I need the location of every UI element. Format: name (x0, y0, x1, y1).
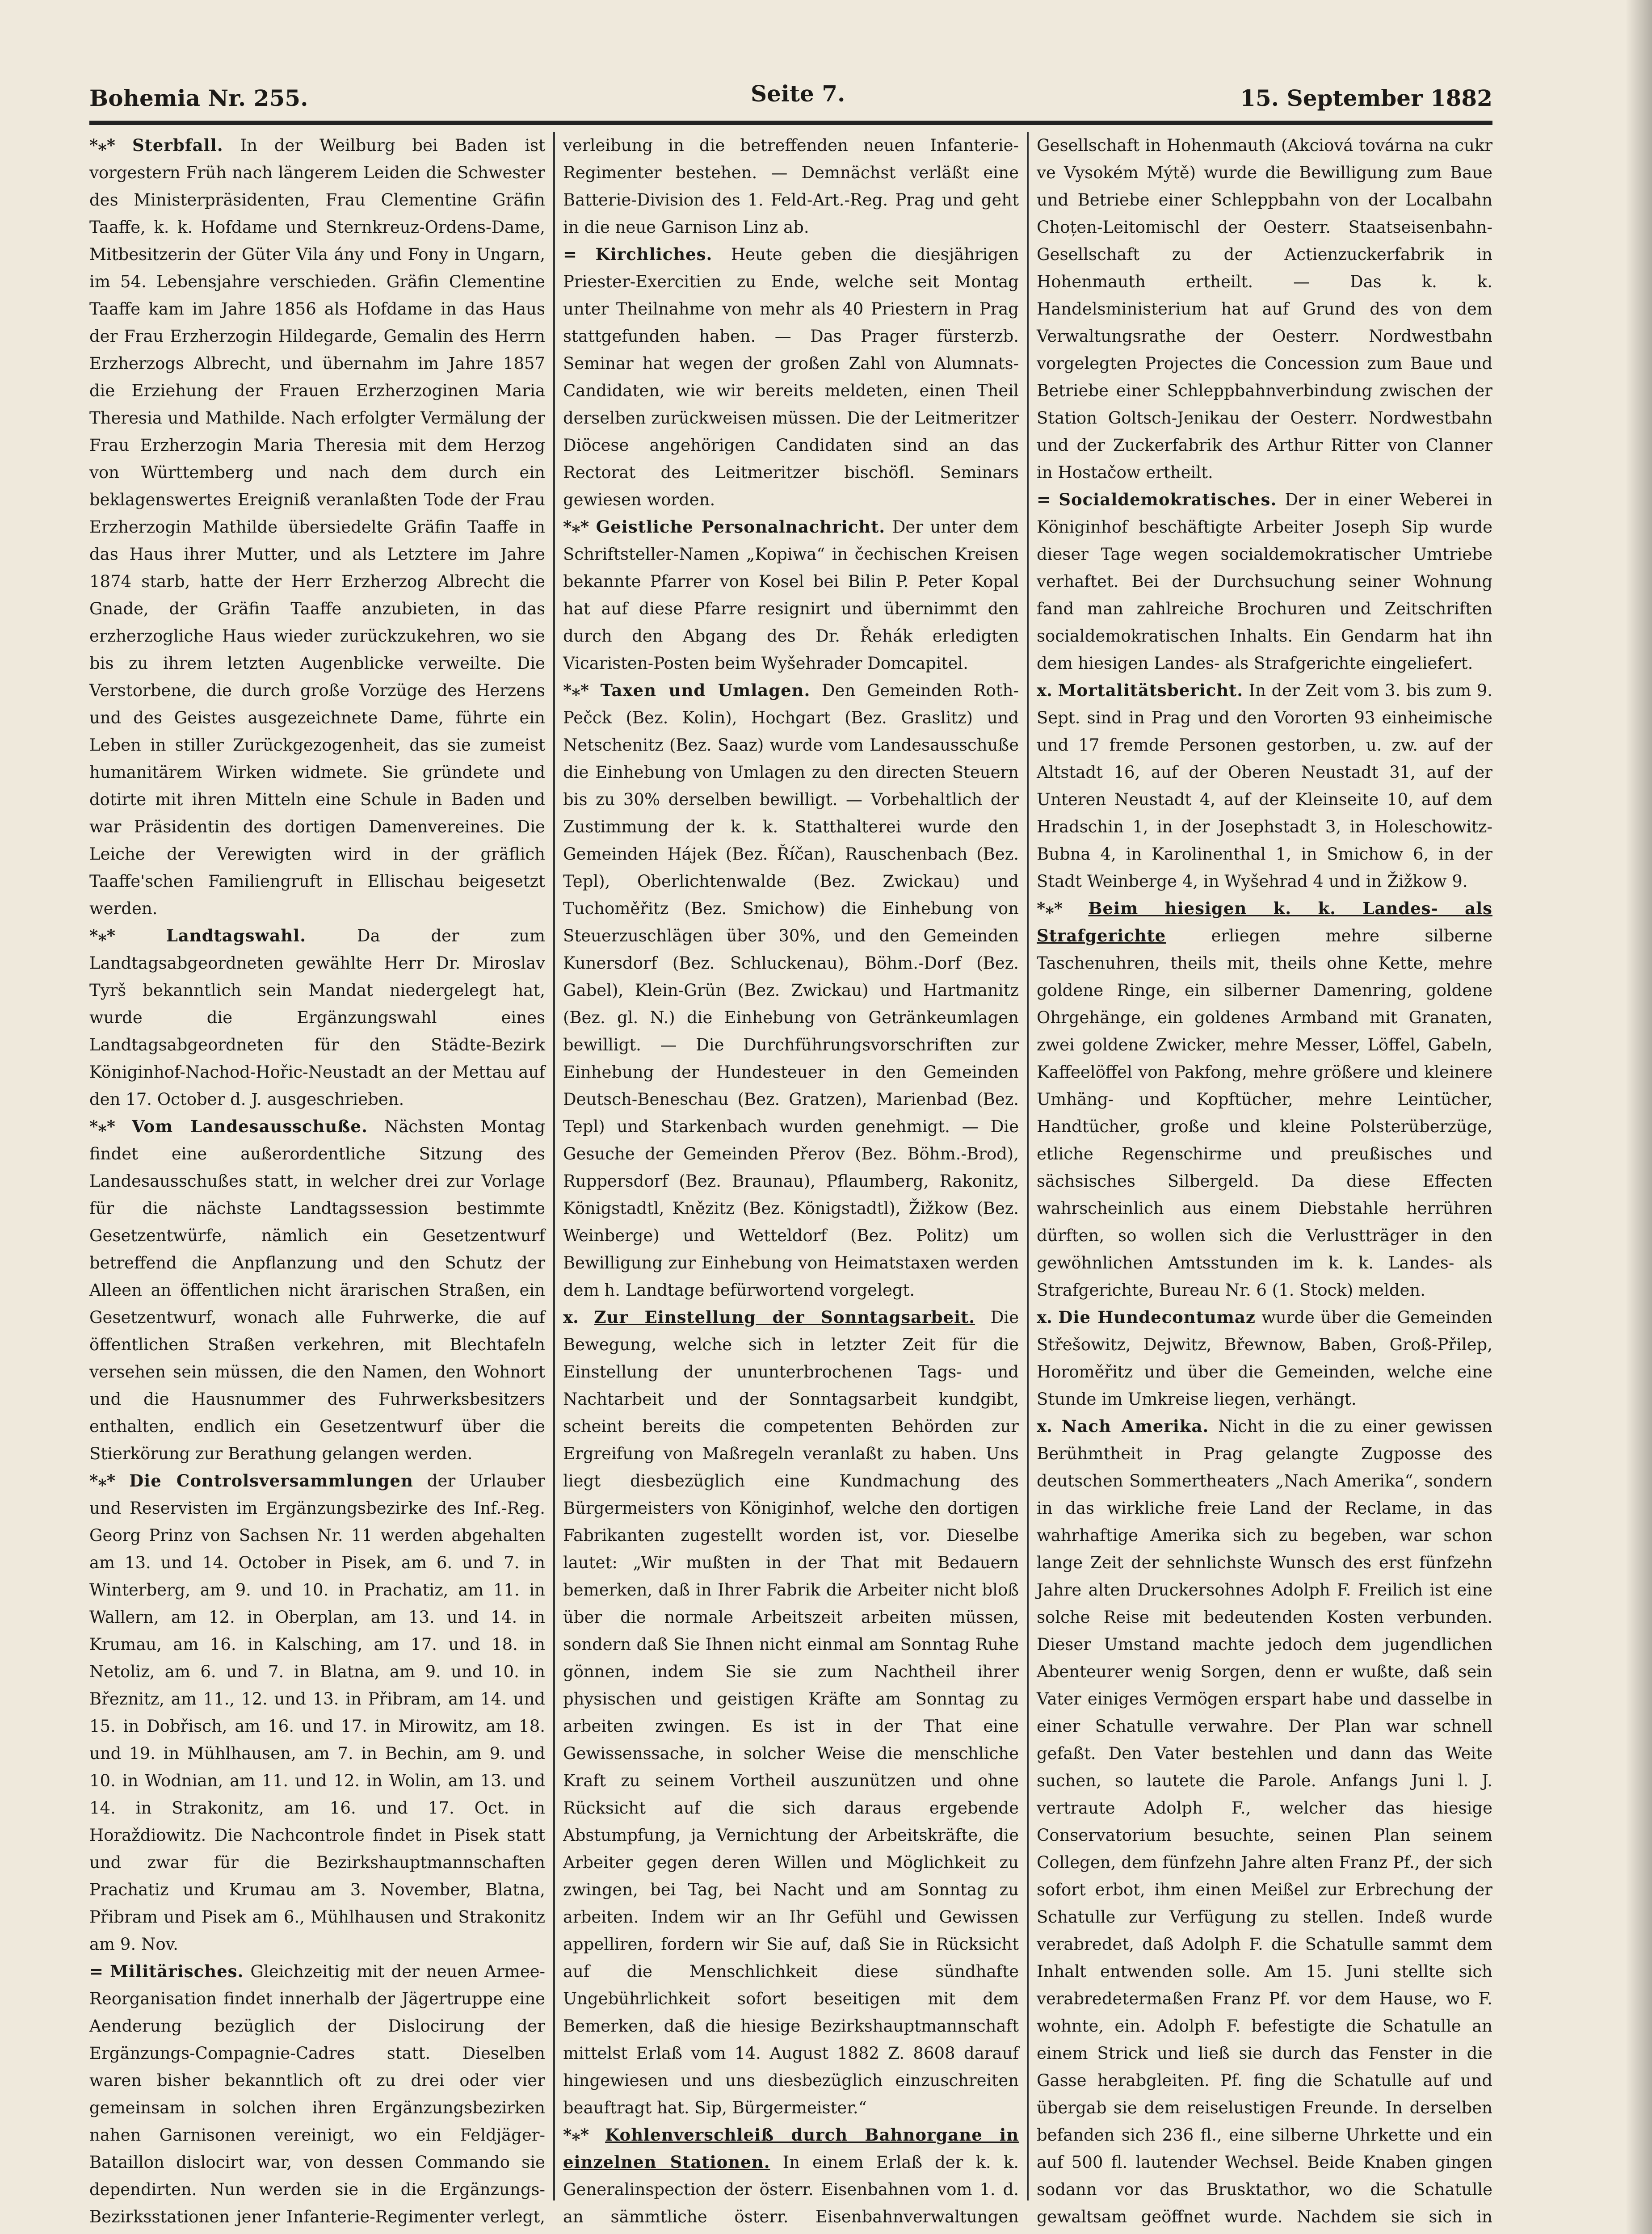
item-body: Gleichzeitig mit der neuen Armee-Reorganisation findet innerhalb der Jägertruppe eine Aenderung bezüglich der Dislocirung der Ergänzungs-Compagnie-Cadres statt. Dieselben waren bisher bekanntlich oft zu drei oder vier gemeinsam in solchen ihren Ergänzungsbezirken nahen Garnisonen vereinigt, wo ein Feldjäger-Bataillon dislocirt war, von dessen Commando sie dependirten. Nun werden sie in die Ergänzungs-Bezirksstationen jener Infanterie-Regimenter verlegt, (89, 1962, 546, 2226)
item-headline: Die Controlsversammlungen (129, 1471, 413, 1491)
item-marker: *⁎* (89, 1117, 116, 1136)
scan-edge-shadow (1625, 0, 1652, 2234)
item-marker: x. (563, 1307, 579, 1327)
news-item (563, 2121, 1019, 2234)
item-headline: Mortalitätsbericht. (1058, 680, 1244, 700)
item-headline: Die Hundecontumaz (1058, 1307, 1256, 1327)
item-headline: Nach Amerika. (1061, 1416, 1209, 1436)
item-headline: Kohlenverschleiß durch Bahnorgane in einzelnen Stationen. (563, 2125, 1019, 2172)
item-marker: *⁎* (1037, 899, 1063, 918)
news-item (1037, 132, 1492, 486)
column-divider (1027, 132, 1029, 2200)
news-item (1037, 677, 1492, 895)
news-item (89, 132, 545, 922)
item-body: Der in einer Weberei in Königinhof beschäftigte Arbeiter Joseph Sip wurde dieser Tage wegen socialdemokratischer Umtriebe verhaftet. Bei der Durchsuchung seiner Wohnung fand man zahlreiche Brochuren und Zeitschriften socialdemokratischen Inhalts. Ein Gendarm hat ihn dem hiesigen Landes- als Strafgerichte eingeliefert. (1037, 490, 1493, 673)
item-marker: *⁎* (89, 1471, 116, 1491)
news-item (563, 241, 1019, 513)
item-headline: Kirchliches. (595, 244, 713, 264)
item-headline: Socialdemokratisches. (1059, 490, 1277, 509)
item-marker: *⁎* (89, 135, 116, 155)
header-rule (89, 121, 1492, 125)
item-headline: Militärisches. (110, 1961, 244, 1981)
item-marker: *⁎* (563, 517, 589, 537)
item-marker: *⁎* (89, 926, 116, 945)
item-marker: x. (1037, 680, 1052, 700)
item-body: wurde über die Gemeinden Střešowitz, Dejwitz, Břewnow, Baben, Groß-Přilep, Horoměřitz und über die Gemeinden, welche eine Stunde im Umkreise liegen, verhängt. (1037, 1308, 1492, 1409)
news-item (1037, 1413, 1492, 2234)
item-marker: *⁎* (563, 2125, 589, 2145)
item-headline: Zur Einstellung der Sonntagsarbeit. (594, 1307, 975, 1327)
news-item (89, 1958, 545, 2234)
news-item (563, 132, 1019, 241)
item-body: der Urlauber und Reservisten im Ergänzungsbezirke des Inf.-Reg. Georg Prinz von Sachsen Nr. 11 werden abgehalten am 13. und 14. October in Pisek, am 6. und 7. in Winterberg, am 9. und 10. in Prachatiz, am 11. in Wallern, am 12. in Oberplan, am 13. und 14. in Krumau, am 16. in Kalsching, am 17. und 18. in Netoliz, am 6. und 7. in Blatna, am 9. und 10. in Březnitz, am 11., 12. und 13. in Přibram, am 14. und 15. in Dobřisch, am 16. und 17. in Mirowitz, am 18. und 19. in Mühlhausen, am 7. in Bechin, am 9. und 10. in Wodnian, am 11. und 12. in Wolin, am 13. und 14. in Strakonitz, am 16. und 17. Oct. in Horaždiowitz. Die Nachcontrole findet in Pisek statt und zwar für die Bezirkshauptmannschaften Prachatiz und Krumau am 3. November, Blatna, Přibram und Pisek am 6., Mühlhausen und Strakonitz am 9. Nov. (89, 1471, 545, 1954)
item-body: Den Gemeinden Roth-Pečck (Bez. Kolin), Hochgart (Bez. Graslitz) und Netschenitz (Bez. Saaz) wurde vom Landesausschuße die Einhebung von Umlagen zu den directen Steuern bis zu 30% derselben bewilligt. — Vorbehaltlich der Zustimmung der k. k. Statthalterei wurde den Gemeinden Hájek (Bez. Říčan), Rauschenbach (Bez. Tepl), Oberlichtenwalde (Bez. Zwickau) und Tuchoměřitz (Bez. Smichow) die Einhebung von Steuerzuschlägen über 30%, und den Gemeinden Kunersdorf (Bez. Schluckenau), Böhm.-Dorf (Bez. Gabel), Klein-Grün (Bez. Zwickau) und Hartmanitz (Bez. gl. N.) die Einhebung von Getränkeumlagen bewilligt. — Die Durchführungsvorschriften zur Einhebung der Hundesteuer in den Gemeinden Deutsch-Beneschau (Bez. Gratzen), Marienbad (Bez. Tepl) und Starkenbach wurden genehmigt. — Die Gesuche der Gemeinden Přerov (Bez. Böhm.-Brod), Ruppersdorf (Bez. Braunau), Pflaumberg, Rakonitz, Königstadtl, Knězitz (Bez. Königstadtl), Žižkow (Bez. Weinberge) und Wetteldorf (Bez. Politz) um Bewilligung zur Einhebung von Heimatstaxen werden dem h. Landtage befürwortend vorgelegt. (563, 681, 1019, 1300)
item-body: Nächsten Montag findet eine außerordentliche Sitzung des Landesausschußes statt, in welcher drei zur Vorlage für die nächste Landtagssession bestimmte Gesetzentwürfe, nämlich ein Gesetzentwurf betreffend die Anpflanzung und den Schutz der Alleen an öffentlichen nicht ärarischen Straßen, ein Gesetzentwurf, wonach alle Fuhrwerke, die auf öffentlichen Straßen verkehren, mit Blechtafeln versehen sein müssen, die den Namen, den Wohnort und die Hausnummer des Fuhrwerksbesitzers enthalten, endlich ein Gesetzentwurf über die Stierkörung zur Berathung gelangen werden. (89, 1117, 546, 1463)
page-number: Seite 7. (751, 80, 845, 107)
item-marker: x. (1037, 1416, 1052, 1436)
column-divider (553, 132, 555, 2200)
masthead-issue: Bohemia Nr. 255. (89, 85, 308, 111)
item-body: Der unter dem Schriftsteller-Namen „Kopiwa“ in čechischen Kreisen bekannte Pfarrer von Kosel bei Bilin P. Peter Kopal hat auf diese Pfarre resignirt und übernimmt den durch den Abgang des Dr. Řehák erledigten Vicaristen-Posten beim Wyšehrader Domcapitel. (563, 517, 1019, 673)
item-body: Heute geben die diesjährigen Priester-Exercitien zu Ende, welche seit Montag unter Theilnahme von mehr als 40 Priestern in Prag stattgefunden haben. — Das Prager fürsterzb. Seminar hat wegen der großen Zahl von Alumnats-Candidaten, wie wir bereits meldeten, einen Theil derselben zurückweisen müssen. Die der Leitmeritzer Diöcese angehörigen Candidaten sind an das Rectorat des Leitmeritzer bischöfl. Seminars gewiesen worden. (563, 245, 1019, 509)
item-body: In einem Erlaß der k. k. Generalinspection der österr. Eisenbahnen vom 1. d. an sämmtliche österr. Eisenbahnverwaltungen (563, 2153, 1019, 2226)
item-body: Nicht in die zu einer gewissen Berühmtheit in Prag gelangte Zugposse des deutschen Sommertheaters „Nach Amerika“, sondern in das wirkliche freie Land der Reclame, in das wahrhaftige Amerika sich zu begeben, war schon lange Zeit der sehnlichste Wunsch des erst fünfzehn Jahre alten Druckersohnes Adolph F. Freilich ist eine solche Reise mit bedeutenden Kosten verbunden. Dieser Umstand machte jedoch dem jugendlichen Abenteurer wenig Sorgen, denn er wußte, daß sein Vater einiges Vermögen erspart habe und dasselbe in einer Schatulle verwahre. Der Plan war schnell gefaßt. Den Vater bestehlen und dann das Weite suchen, so lautete die Parole. Anfangs Juni l. J. vertraute Adolph F., welcher das hiesige Conservatorium besuchte, seinen Plan seinem Collegen, dem fünfzehn Jahre alten Franz Pf., der sich sofort erbot, ihm einen Meißel zur Erbrechung der Schatulle zur Verfügung zu stellen. Indeß wurde verabredet, daß Adolph F. die Schatulle sammt dem Inhalt entwenden solle. Am 15. Juni stellte sich verabredetermaßen Franz Pf. vor dem Hause, wo F. wohnte, ein. Adolph F. befestigte die Schatulle an einem Strick und ließ sie durch das Fenster in die Gasse herabgleiten. Pf. fing die Schatulle auf und übergab sie dem reiselustigen Freunde. In derselben befanden sich 236 fl., eine silberne Uhrkette und ein auf 500 fl. lautender Wechsel. Beide Knaben gingen sodann vor das Brusktathor, wo die Schatulle gewaltsam geöffnet wurde. Nachdem sie sich in (1037, 1417, 1493, 2226)
news-item (1037, 486, 1492, 677)
item-headline: Taxen und Umlagen. (600, 680, 811, 700)
news-item (89, 1467, 545, 1958)
item-body: In der Zeit vom 3. bis zum 9. Sept. sind in Prag und den Vororten 93 einheimische und 17 fremde Personen gestorben, u. zw. auf der Altstadt 16, auf der Oberen Neustadt 31, auf der Unteren Neustadt 4, auf der Kleinseite 10, auf dem Hradschin 1, in der Josephstadt 3, in Holeschowitz-Bubna 4, in Karolinenthal 1, in Smichow 6, in der Stadt Weinberge 4, in Wyšehrad 4 und in Žižkow 9. (1037, 681, 1492, 891)
news-item (563, 677, 1019, 1304)
column-3 (1037, 132, 1493, 2226)
item-body: Die Bewegung, welche sich in letzter Zeit für die Einstellung der ununterbrochenen Tags- und Nachtarbeit und der Sonntagsarbeit kundgibt, scheint bereits die competenten Behörden zur Ergreifung von Maßregeln veranlaßt zu haben. Uns liegt diesbezüglich eine Kundmachung des Bürgermeisters von Königinhof, welche den dortigen Fabrikanten zugestellt worden ist, vor. Dieselbe lautet: „Wir mußten in der That mit Bedauern bemerken, daß in Ihrer Fabrik die Arbeiter nicht bloß über die normale Arbeitszeit arbeiten müssen, sondern daß Sie Ihnen nicht einmal am Sonntag Ruhe gönnen, indem Sie sie zum Nachtheil ihrer physischen und geistigen Kräfte am Sonntag zu arbeiten zwingen. Es ist in der That eine Gewissenssache, in solcher Weise die menschliche Kraft zu seinem Vortheil auszunützen und ohne Rücksicht auf die sich daraus ergebende Abstumpfung, ja Vernichtung der Arbeitskräfte, die Arbeiter gegen deren Willen und Möglichkeit zu zwingen, bei Tag, bei Nacht und am Sonntag zu arbeiten. Indem wir an Ihr Gefühl und Gewissen appelliren, fordern wir Sie auf, daß Sie in Rücksicht auf die Menschlichkeit diese sündhafte Ungebührlichkeit sofort beseitigen mit dem Bemerken, daß die hiesige Bezirkshauptmannschaft mittelst Erlaß vom 14. August 1882 Z. 8608 darauf hingewiesen und uns diesbezüglich einzuschreiten beauftragt hat. Sip, Bürgermeister.“ (563, 1308, 1019, 2117)
column-2 (563, 132, 1019, 2226)
column-1 (89, 132, 546, 2226)
page-header (89, 67, 1492, 121)
item-body: Gesellschaft in Hohenmauth (Akciová továrna na cukr ve Vysokém Mýtě) wurde die Bewilligung zum Baue und Betriebe einer Schleppbahn von der Localbahn Choțen-Leitomischl der Oesterr. Staatseisenbahn-Gesellschaft zu der Actienzuckerfabrik in Hohenmauth ertheilt. — Das k. k. Handelsministerium hat auf Grund des von dem Verwaltungsrathe der Oesterr. Nordwestbahn vorgelegten Projectes die Concession zum Baue und Betriebe einer Schleppbahnverbindung zwischen der Station Goltsch-Jenikau der Oesterr. Nordwestbahn und der Zuckerfabrik des Arthur Ritter von Clanner in Hostačow ertheilt. (1037, 136, 1492, 482)
item-headline: Sterbfall. (132, 135, 223, 155)
item-marker: = (89, 1961, 104, 1981)
item-headline: Vom Landesausschuße. (132, 1117, 368, 1136)
item-body: In der Weilburg bei Baden ist vorgestern Früh nach längerem Leiden die Schwester des Ministerpräsidenten, Frau Clementine Gräfin Taaffe, k. k. Hofdame und Sternkreuz-Ordens-Dame, Mitbesitzerin der Güter Vila ány und Fony in Ungarn, im 54. Lebensjahre verschieden. Gräfin Clementine Taaffe kam im Jahre 1856 als Hofdame in das Haus der Frau Erzherzogin Hildegarde, Gemalin des Herrn Erzherzogs Albrecht, und übernahm im Jahre 1857 die Erziehung der Frauen Erzherzoginen Maria Theresia und Mathilde. Nach erfolgter Vermälung der Frau Erzherzogin Maria Theresia mit dem Herzog von Württemberg und nach dem durch ein beklagenswertes Ereigniß veranlaßten Tode der Frau Erzherzogin Mathilde übersiedelte Gräfin Taaffe in das Haus ihrer Mutter, und als Letztere im Jahre 1874 starb, hatte der Herr Erzherzog Albrecht die Gnade, der Gräfin Taaffe anzubieten, in das erzherzogliche Haus wieder zurückzukehren, wo sie bis zu ihrem letzten Augenblicke verweilte. Die Verstorbene, die durch große Vorzüge des Herzens und des Geistes ausgezeichnete Dame, führte ein Leben in stiller Zurückgezogenheit, das sie zumeist humanitärem Wirken widmete. Sie gründete und dotirte mit ihren Mitteln eine Schule in Baden und war Präsidentin des dortigen Damenvereines. Die Leiche der Verewigten wird in der gräflich Taaffe'schen Familiengruft in Ellischau beigesetzt werden. (89, 136, 546, 918)
news-item (563, 513, 1019, 677)
item-body: Da der zum Landtagsabgeordneten gewählte Herr Dr. Miroslav Tyrš bekanntlich sein Mandat niedergelegt hat, wurde die Ergänzungswahl eines Landtagsabgeordneten für den Städte-Bezirk Königinhof-Nachod-Hořic-Neustadt an der Mettau auf den 17. October d. J. ausgeschrieben. (89, 926, 545, 1109)
item-marker: x. (1037, 1307, 1052, 1327)
item-marker: = (563, 244, 577, 264)
news-item (1037, 1304, 1492, 1413)
news-item (89, 1113, 545, 1467)
news-item (1037, 895, 1492, 1304)
item-headline: Landtagswahl. (166, 926, 307, 945)
news-item (89, 922, 545, 1113)
news-item (563, 1304, 1019, 2121)
item-headline: Geistliche Personalnachricht. (596, 517, 886, 537)
item-marker: *⁎* (563, 680, 589, 700)
newspaper-page (89, 67, 1493, 2226)
item-body: erliegen mehre silberne Taschenuhren, theils mit, theils ohne Kette, mehre goldene Ringe, ein silberner Damenring, goldene Ohrgehänge, ein goldenes Armband mit Granaten, zwei goldene Zwicker, mehre Messer, Löffel, Gabeln, Kaffeelöffel von Pakfong, mehre größere und kleinere Umhäng- und Kopftücher, mehre Leintücher, Handtücher, große und kleine Polsterüberzüge, etliche Regenschirme und preußisches und sächsisches Silbergeld. Da diese Effecten wahrscheinlich aus einem Diebstahle herrühren dürften, so wollen sich die Verlustträger in den gewöhnlichen Amtsstunden im k. k. Landes- als Strafgerichte, Bureau Nr. 6 (1. Stock) melden. (1037, 926, 1493, 1300)
item-marker: = (1037, 490, 1051, 509)
item-body: verleibung in die betreffenden neuen Infanterie-Regimenter bestehen. — Demnächst verläßt eine Batterie-Division des 1. Feld-Art.-Reg. Prag und geht in die neue Garnison Linz ab. (563, 136, 1019, 237)
item-headline: Beim hiesigen k. k. Landes- als Strafgerichte (1037, 899, 1493, 945)
issue-date: 15. September 1882 (1240, 85, 1492, 111)
